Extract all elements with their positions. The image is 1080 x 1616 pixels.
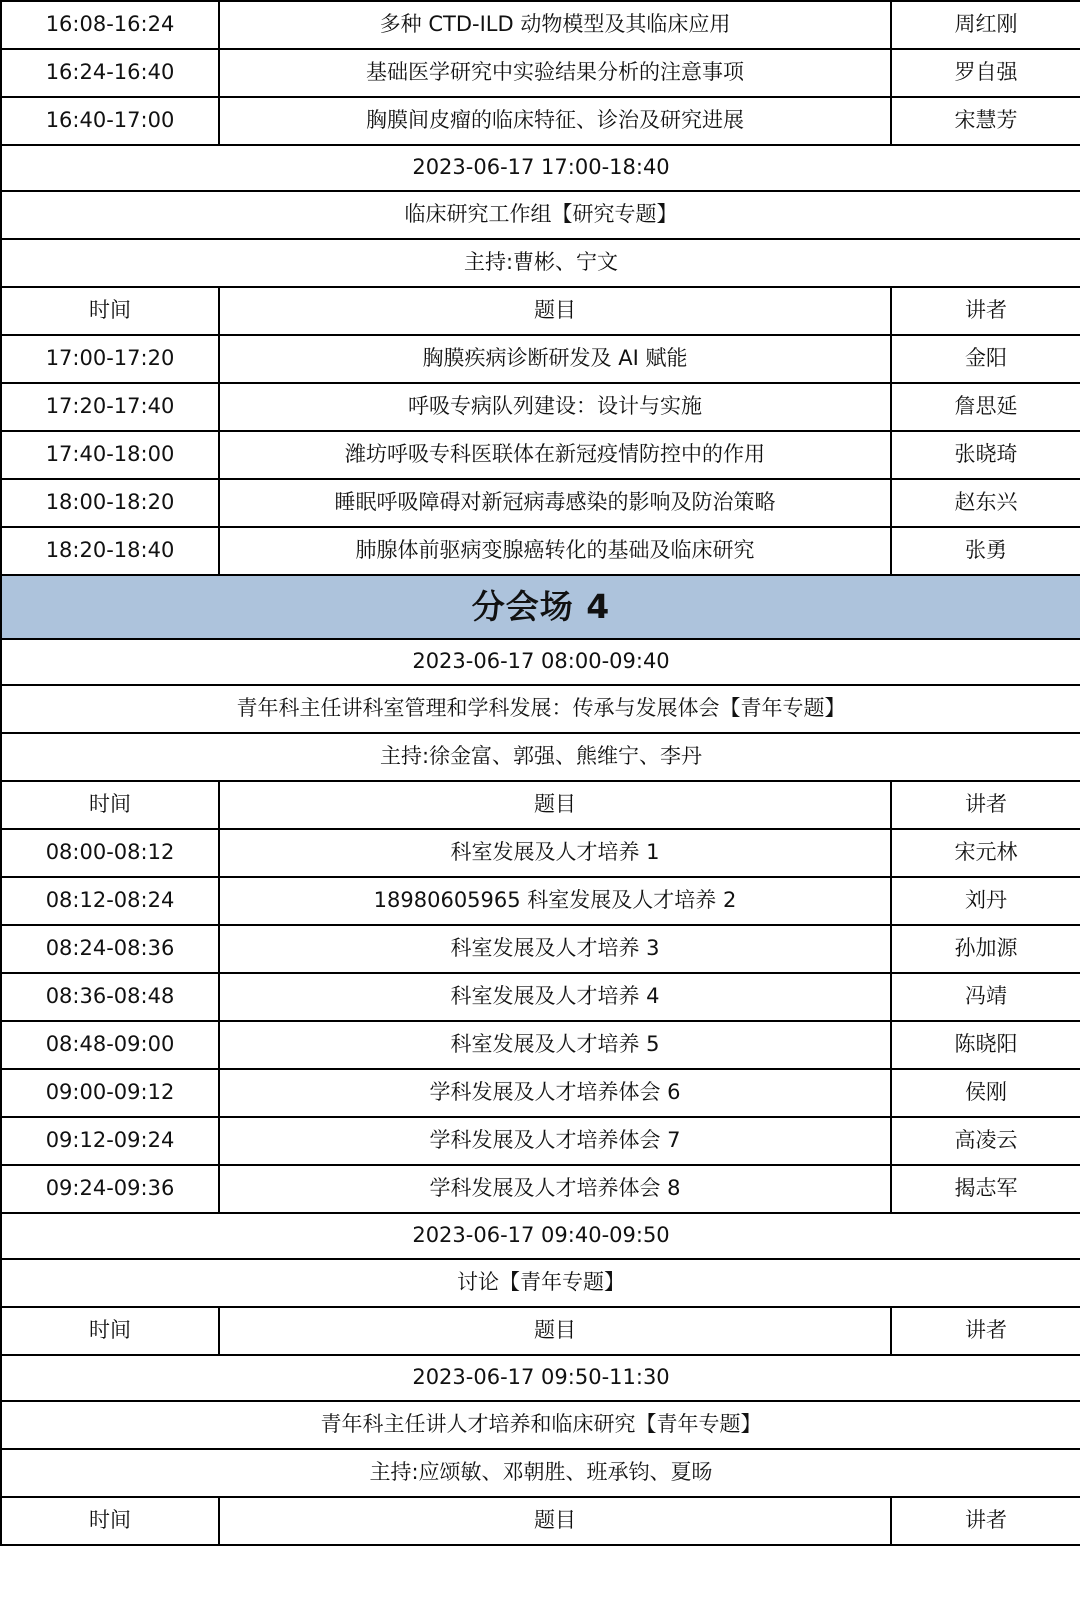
- table-row: [1, 1021, 1080, 1069]
- table-row: [1, 925, 1080, 973]
- table-row: [1, 829, 1080, 877]
- header-title: 题目: [219, 781, 891, 829]
- time-cell: 17:20-17:40: [1, 383, 219, 431]
- speaker-cell: 孙加源: [891, 925, 1080, 973]
- header-time: 时间: [1, 1497, 219, 1545]
- time-cell: 18:20-18:40: [1, 527, 219, 575]
- session-name-row: [1, 685, 1080, 733]
- speaker-cell: 高凌云: [891, 1117, 1080, 1165]
- table-row: [1, 1117, 1080, 1165]
- time-cell: 09:24-09:36: [1, 1165, 219, 1213]
- session-name: 讨论【青年专题】: [1, 1259, 1080, 1307]
- title-cell: 胸膜间皮瘤的临床特征、诊治及研究进展: [219, 97, 891, 145]
- speaker-cell: 张勇: [891, 527, 1080, 575]
- session-name-row: [1, 191, 1080, 239]
- session-datetime-row: [1, 1213, 1080, 1259]
- time-cell: 16:08-16:24: [1, 1, 219, 49]
- table-row: [1, 973, 1080, 1021]
- time-cell: 08:48-09:00: [1, 1021, 219, 1069]
- header-speaker: 讲者: [891, 1307, 1080, 1355]
- table-row: [1, 1069, 1080, 1117]
- table-row: [1, 97, 1080, 145]
- time-cell: 16:40-17:00: [1, 97, 219, 145]
- time-cell: 17:00-17:20: [1, 335, 219, 383]
- session-datetime: 2023-06-17 08:00-09:40: [1, 639, 1080, 685]
- title-cell: 18980605965 科室发展及人才培养 2: [219, 877, 891, 925]
- session-datetime-row: [1, 639, 1080, 685]
- table-row: [1, 383, 1080, 431]
- time-cell: 16:24-16:40: [1, 49, 219, 97]
- header-time: 时间: [1, 1307, 219, 1355]
- session-name: 青年科主任讲科室管理和学科发展：传承与发展体会【青年专题】: [1, 685, 1080, 733]
- session-name: 临床研究工作组【研究专题】: [1, 191, 1080, 239]
- header-speaker: 讲者: [891, 781, 1080, 829]
- table-row: [1, 877, 1080, 925]
- title-cell: 呼吸专病队列建设：设计与实施: [219, 383, 891, 431]
- session-datetime-row: [1, 145, 1080, 191]
- session-hosts-row: [1, 239, 1080, 287]
- table-row: [1, 479, 1080, 527]
- title-cell: 学科发展及人才培养体会 6: [219, 1069, 891, 1117]
- header-row: [1, 1497, 1080, 1545]
- speaker-cell: 冯靖: [891, 973, 1080, 1021]
- session-hosts-row: [1, 1449, 1080, 1497]
- header-time: 时间: [1, 781, 219, 829]
- time-cell: 17:40-18:00: [1, 431, 219, 479]
- session-hosts-row: [1, 733, 1080, 781]
- speaker-cell: 陈晓阳: [891, 1021, 1080, 1069]
- title-cell: 学科发展及人才培养体会 8: [219, 1165, 891, 1213]
- session-datetime: 2023-06-17 17:00-18:40: [1, 145, 1080, 191]
- time-cell: 08:36-08:48: [1, 973, 219, 1021]
- speaker-cell: 张晓琦: [891, 431, 1080, 479]
- header-title: 题目: [219, 1307, 891, 1355]
- table-row: [1, 335, 1080, 383]
- speaker-cell: 赵东兴: [891, 479, 1080, 527]
- table-row: [1, 1, 1080, 49]
- speaker-cell: 詹思延: [891, 383, 1080, 431]
- table-row: [1, 431, 1080, 479]
- speaker-cell: 侯刚: [891, 1069, 1080, 1117]
- table-row: [1, 527, 1080, 575]
- title-cell: 科室发展及人才培养 5: [219, 1021, 891, 1069]
- table-row: [1, 1165, 1080, 1213]
- title-cell: 睡眠呼吸障碍对新冠病毒感染的影响及防治策略: [219, 479, 891, 527]
- title-cell: 胸膜疾病诊断研发及 AI 赋能: [219, 335, 891, 383]
- time-cell: 08:24-08:36: [1, 925, 219, 973]
- session-name-row: [1, 1401, 1080, 1449]
- time-cell: 09:00-09:12: [1, 1069, 219, 1117]
- session-name-row: [1, 1259, 1080, 1307]
- header-title: 题目: [219, 287, 891, 335]
- title-cell: 学科发展及人才培养体会 7: [219, 1117, 891, 1165]
- table-row: [1, 49, 1080, 97]
- venue-banner-row: [1, 575, 1080, 639]
- time-cell: 09:12-09:24: [1, 1117, 219, 1165]
- session-hosts: 主持:应颂敏、邓朝胜、班承钧、夏旸: [1, 1449, 1080, 1497]
- speaker-cell: 刘丹: [891, 877, 1080, 925]
- speaker-cell: 金阳: [891, 335, 1080, 383]
- session-datetime: 2023-06-17 09:50-11:30: [1, 1355, 1080, 1401]
- header-row: [1, 287, 1080, 335]
- title-cell: 肺腺体前驱病变腺癌转化的基础及临床研究: [219, 527, 891, 575]
- time-cell: 08:00-08:12: [1, 829, 219, 877]
- title-cell: 科室发展及人才培养 4: [219, 973, 891, 1021]
- title-cell: 基础医学研究中实验结果分析的注意事项: [219, 49, 891, 97]
- speaker-cell: 罗自强: [891, 49, 1080, 97]
- header-row: [1, 1307, 1080, 1355]
- session-hosts: 主持:徐金富、郭强、熊维宁、李丹: [1, 733, 1080, 781]
- session-datetime-row: [1, 1355, 1080, 1401]
- header-row: [1, 781, 1080, 829]
- header-title: 题目: [219, 1497, 891, 1545]
- title-cell: 科室发展及人才培养 3: [219, 925, 891, 973]
- speaker-cell: 揭志军: [891, 1165, 1080, 1213]
- title-cell: 科室发展及人才培养 1: [219, 829, 891, 877]
- speaker-cell: 宋元林: [891, 829, 1080, 877]
- speaker-cell: 宋慧芳: [891, 97, 1080, 145]
- speaker-cell: 周红刚: [891, 1, 1080, 49]
- session-hosts: 主持:曹彬、宁文: [1, 239, 1080, 287]
- time-cell: 08:12-08:24: [1, 877, 219, 925]
- title-cell: 多种 CTD-ILD 动物模型及其临床应用: [219, 1, 891, 49]
- header-time: 时间: [1, 287, 219, 335]
- session-datetime: 2023-06-17 09:40-09:50: [1, 1213, 1080, 1259]
- header-speaker: 讲者: [891, 1497, 1080, 1545]
- title-cell: 潍坊呼吸专科医联体在新冠疫情防控中的作用: [219, 431, 891, 479]
- header-speaker: 讲者: [891, 287, 1080, 335]
- time-cell: 18:00-18:20: [1, 479, 219, 527]
- venue-banner: 分会场 4: [1, 575, 1080, 639]
- session-name: 青年科主任讲人才培养和临床研究【青年专题】: [1, 1401, 1080, 1449]
